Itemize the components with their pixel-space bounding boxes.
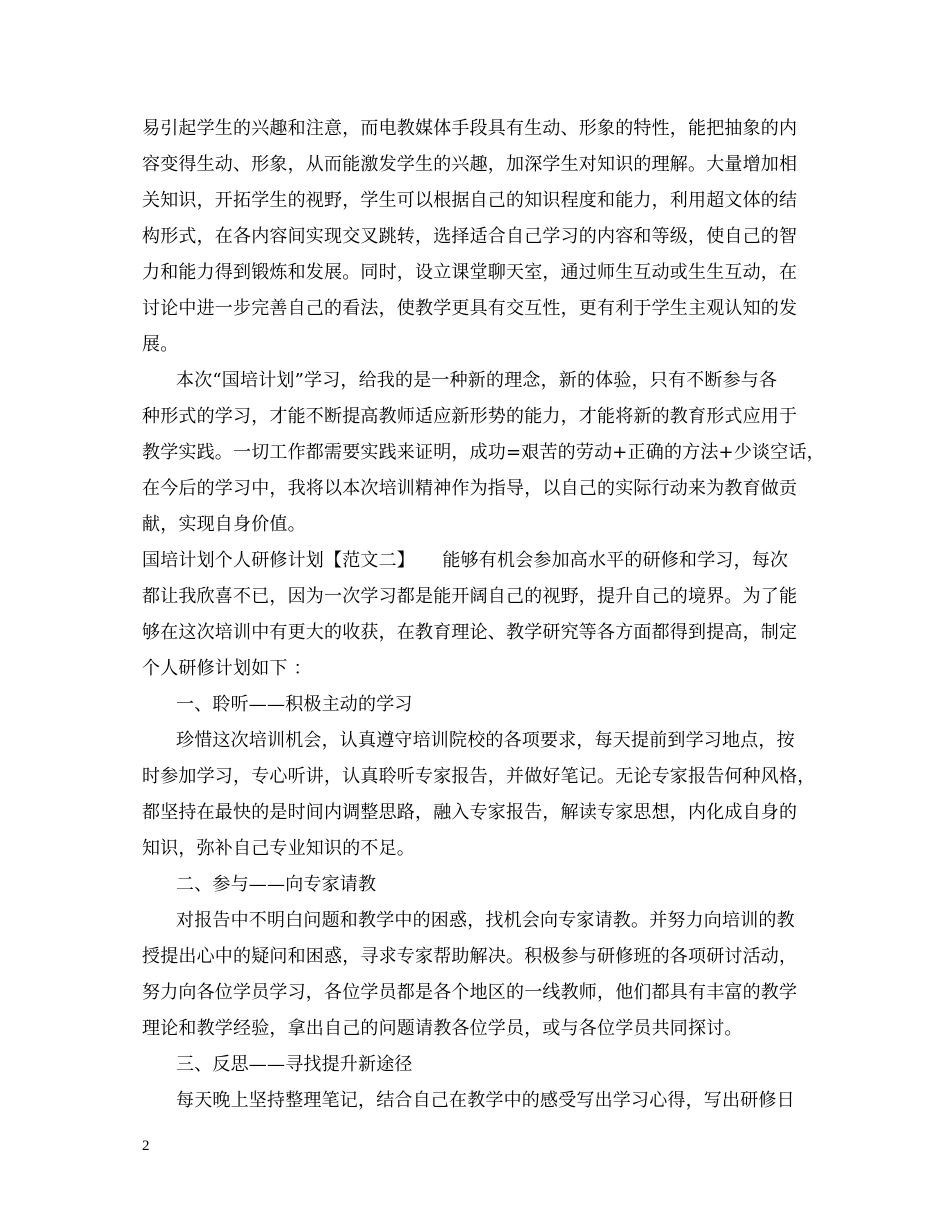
text-line: 献，实现自身价值。 xyxy=(142,514,306,535)
text-line: 够在这次培训中有更大的收获，在教育理论、教学研究等各方面都得到提高，制定 xyxy=(142,622,798,643)
paragraph-first-line: 每天晚上坚持整理笔记，结合自己在教学中的感受写出学习心得，写出研修日 xyxy=(176,1090,795,1111)
text-line: 展。 xyxy=(142,334,179,355)
subheading: 三、反思——寻找提升新途径 xyxy=(176,1054,413,1075)
text-line: 时参加学习，专心听讲，认真聆听专家报告，并做好笔记。无论专家报告何种风格， xyxy=(142,766,816,787)
paragraph-first-line: 本次“国培计划”学习，给我的是一种新的理念，新的体验，只有不断参与各 xyxy=(176,370,778,391)
text-line: 讨论中进一步完善自己的看法，使教学更具有交互性，更有利于学生主观认知的发 xyxy=(142,298,798,319)
page-number: 2 xyxy=(142,1138,150,1154)
paragraph-first-line: 珍惜这次培训机会，认真遵守培训院校的各项要求，每天提前到学习地点，按 xyxy=(176,730,795,751)
text-line: 关知识，开拓学生的视野，学生可以根据自己的知识程度和能力，利用超文体的结 xyxy=(142,190,798,211)
text-line: 理论和教学经验，拿出自己的问题请教各位学员，或与各位学员共同探讨。 xyxy=(142,1018,743,1039)
text-line: 种形式的学习，才能不断提高教师适应新形势的能力，才能将新的教育形式应用于 xyxy=(142,406,798,427)
text-line: 力和能力得到锻炼和发展。同时，设立课堂聊天室，通过师生互动或生生互动，在 xyxy=(142,262,798,283)
paragraph-first-line: 对报告中不明白问题和教学中的困惑，找机会向专家请教。并努力向培训的教 xyxy=(176,910,795,931)
subheading: 一、聆听——积极主动的学习 xyxy=(176,694,413,715)
subheading: 二、参与——向专家请教 xyxy=(176,874,377,895)
text-line: 努力向各位学员学习，各位学员都是各个地区的一线教师，他们都具有丰富的教学 xyxy=(142,982,798,1003)
text-line: 个人研修计划如下 ： xyxy=(142,658,312,679)
text-line: 教学实践。一切工作都需要实践来证明，成功=艰苦的劳动+正确的方法+少谈空话， xyxy=(142,442,825,463)
text-line: 知识，弥补自己专业知识的不足。 xyxy=(142,838,415,859)
text-line: 容变得生动、形象，从而能激发学生的兴趣，加深学生对知识的理解。大量增加相 xyxy=(142,154,798,175)
text-line: 授提出心中的疑问和困惑，寻求专家帮助解决。积极参与研修班的各项研讨活动， xyxy=(142,946,798,967)
text-line: 在今后的学习中，我将以本次培训精神作为指导，以自己的实际行动来为教育做贡 xyxy=(142,478,798,499)
text-line: 构形式，在各内容间实现交叉跳转，选择适合自己学习的内容和等级，使自己的智 xyxy=(142,226,798,247)
text-line: 都让我欣喜不已，因为一次学习都是能开阔自己的视野，提升自己的境界。为了能 xyxy=(142,586,798,607)
text-line: 易引起学生的兴趣和注意，而电教媒体手段具有生动、形象的特性，能把抽象的内 xyxy=(142,118,798,139)
section-title-line: 国培计划个人研修计划【范文二】 能够有机会参加高水平的研修和学习，每次 xyxy=(142,550,789,571)
text-line: 都坚持在最快的是时间内调整思路，融入专家报告，解读专家思想，内化成自身的 xyxy=(142,802,798,823)
